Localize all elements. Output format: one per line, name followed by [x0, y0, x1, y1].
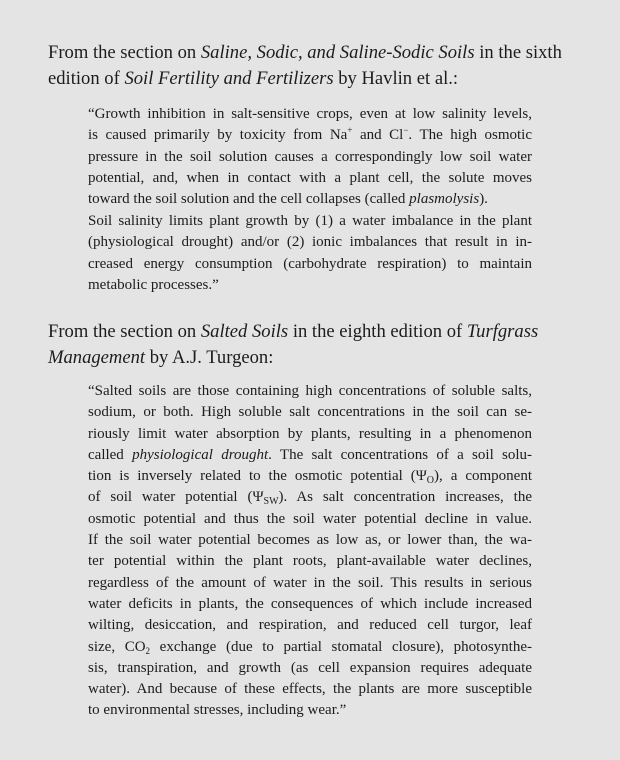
quote-text: tion is inversely related to the osmotic potential (Ψ: [88, 468, 427, 485]
subscript-sw: SW: [263, 496, 279, 508]
quote-text: . The salt concentrations of a soil solu-: [268, 446, 533, 463]
section-title: Salted Soils: [200, 321, 289, 342]
quote-line: (physiological drought) and/or (2) ionic imbalances that result in in-: [88, 234, 532, 251]
quote-line: sodium, or both. High soluble salt concentrations in the soil can se-: [88, 404, 532, 421]
quote-text: ).: [479, 191, 488, 208]
emphasis-term: physiological drought: [132, 446, 269, 463]
quote-line: creased energy consumption (carbohydrate respiration) to maintain: [88, 255, 532, 272]
quote-line: regardless of the amount of water in the soil. This results in serious: [88, 574, 532, 591]
quote-line: to environmental stresses, including wear.”: [88, 702, 347, 719]
quote-text: ), a component: [434, 468, 532, 485]
quote-line: osmotic potential and thus the soil water potential decline in value.: [88, 510, 532, 527]
quote-line: [88, 445, 532, 466]
intro-havlin: [48, 40, 588, 92]
quote-line: [88, 189, 532, 210]
quote-text: is caused primarily by toxicity from Na: [88, 127, 348, 144]
quote-line: [88, 466, 532, 487]
intro-text: in the sixth: [474, 42, 562, 63]
quote-text: of soil water potential (Ψ: [88, 489, 264, 506]
subscript-2: 2: [145, 645, 151, 656]
book-title: Management: [48, 347, 146, 368]
quote-text: ). As salt concentration increases, the: [278, 489, 532, 506]
quote-line: “Growth inhibition in salt-sensitive crops, even at low salinity levels,: [88, 106, 532, 122]
quote-line: water deficits in plants, the consequences of which include increased: [88, 595, 532, 612]
intro-turgeon-line-2: [48, 345, 588, 371]
quote-line: [88, 637, 532, 658]
intro-turgeon: [48, 319, 588, 371]
quote-text: called: [88, 446, 133, 463]
book-title: Soil Fertility and Fertilizers: [124, 68, 334, 89]
quote-line: water). And because of these effects, the plants are more susceptible: [88, 681, 532, 698]
quote-text: toward the soil solution and the cell collapses (called: [88, 191, 410, 208]
quote-line: [88, 125, 532, 146]
intro-text: From the section on: [48, 321, 201, 342]
quote-line: “Salted soils are those containing high concentrations of soluble salts,: [88, 383, 532, 399]
quote-text: exchange (due to partial stomatal closure), photosynthe-: [150, 638, 532, 655]
subscript-o: O: [426, 475, 435, 487]
quote-line: If the soil water potential becomes as low as, or lower than, the wa-: [88, 532, 532, 549]
quote-line: wilting, desiccation, and respiration, and reduced cell turgor, leaf: [88, 617, 532, 634]
quote-line: metabolic processes.”: [88, 276, 219, 293]
quote-line: riously limit water absorption by plants, resulting in a phenomenon: [88, 425, 532, 442]
quote-turgeon: [88, 381, 532, 722]
intro-turgeon-line-1: [48, 319, 588, 345]
emphasis-term: plasmolysis: [409, 191, 480, 208]
quote-line: ter potential within the plant roots, plant-available water declines,: [88, 553, 532, 570]
book-title: Turfgrass: [466, 321, 539, 342]
intro-text: From the section on: [48, 42, 201, 63]
quote-havlin-paragraph-1: [88, 104, 532, 210]
quote-line: [88, 487, 532, 508]
intro-text: by Havlin et al.:: [333, 68, 459, 89]
quote-text: size, CO: [88, 638, 146, 655]
superscript-plus: +: [347, 125, 353, 136]
quote-text: and Cl: [352, 127, 404, 144]
quote-line: potential, and, when in contact with a plant cell, the solute moves: [88, 169, 532, 186]
quote-line: pressure in the soil solution causes a correspondingly low soil water: [88, 148, 532, 165]
quote-text: . The high osmotic: [408, 127, 533, 144]
quote-havlin-paragraph-2: [88, 211, 532, 296]
intro-text: in the eighth edition of: [288, 321, 467, 342]
intro-text: by A.J. Turgeon:: [145, 347, 274, 368]
intro-havlin-line-1: [48, 40, 588, 66]
section-title: Saline, Sodic, and Saline-Sodic Soils: [200, 42, 475, 63]
superscript-minus: −: [403, 125, 409, 136]
quote-line: Soil salinity limits plant growth by (1) a water imbalance in the plant: [88, 213, 532, 229]
intro-text: edition of: [48, 68, 125, 89]
quote-line: sis, transpiration, and growth (as cell expansion requires adequate: [88, 659, 532, 676]
intro-havlin-line-2: [48, 66, 588, 92]
